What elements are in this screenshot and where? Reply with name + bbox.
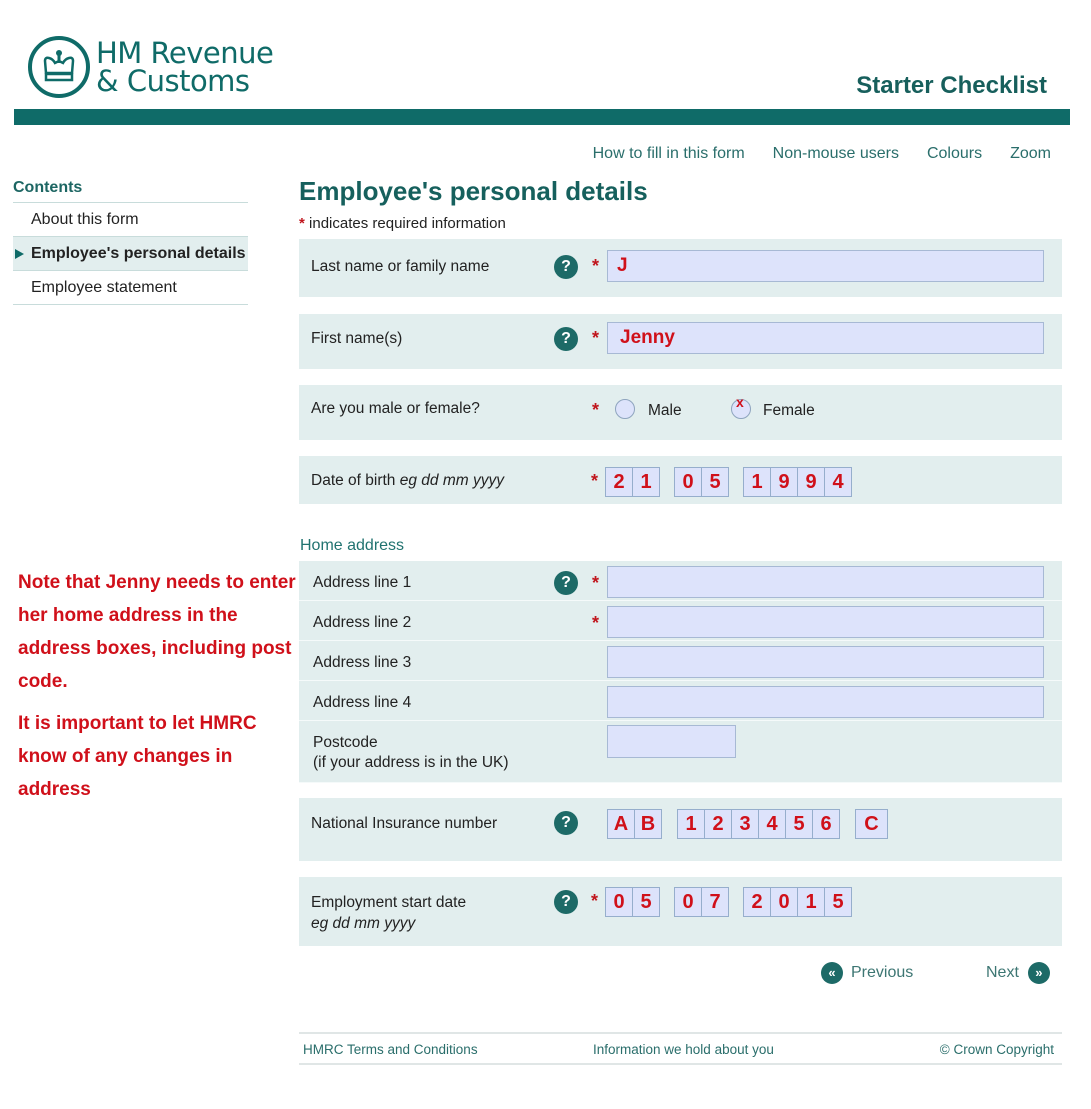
ni-number-label: National Insurance number	[311, 815, 498, 832]
ni-prefix-2[interactable]: B	[634, 809, 662, 839]
start-date-row	[299, 877, 1062, 946]
female-label: Female	[763, 402, 815, 419]
double-chevron-right-icon: »	[1028, 962, 1050, 984]
address-line-3-input[interactable]	[607, 646, 1044, 678]
dob-label	[311, 472, 504, 490]
start-year-1[interactable]: 2	[743, 887, 771, 917]
first-name-label: First name(s)	[311, 330, 403, 347]
start-year-3[interactable]: 1	[797, 887, 825, 917]
last-name-input[interactable]: J	[607, 250, 1044, 282]
dob-year-3[interactable]: 9	[797, 467, 825, 497]
address-line-4-label: Address line 4	[313, 694, 412, 711]
postcode-row	[299, 721, 1062, 783]
address-line-1-input[interactable]	[607, 566, 1044, 598]
address-line-3-row	[299, 641, 1062, 681]
required-star: *	[299, 215, 305, 232]
logo-line-1: HM Revenue	[96, 36, 274, 70]
double-chevron-left-icon: «	[821, 962, 843, 984]
dob-year-1[interactable]: 1	[743, 467, 771, 497]
required-star: *	[592, 328, 600, 348]
dob-input	[605, 467, 851, 497]
start-date-label-text: Employment start date	[311, 894, 467, 911]
address-line-2-row	[299, 601, 1062, 641]
start-day-2[interactable]: 5	[632, 887, 660, 917]
address-line-3-label: Address line 3	[313, 654, 412, 671]
logo-line-2: & Customs	[96, 64, 250, 98]
last-name-label: Last name or family name	[311, 258, 490, 275]
annotation-para-2: It is important to let HMRC know of any changes in address	[18, 713, 257, 800]
main-form-header	[299, 176, 1062, 232]
help-icon[interactable]: ?	[554, 571, 578, 595]
sidebar-item-personal-details[interactable]: Employee's personal details	[13, 237, 248, 271]
app-title: Starter Checklist	[856, 72, 1047, 99]
dob-row	[299, 456, 1062, 504]
ni-digit-4[interactable]: 4	[758, 809, 786, 839]
start-date-hint: eg dd mm yyyy	[311, 915, 416, 932]
address-line-4-input[interactable]	[607, 686, 1044, 718]
address-line-2-label: Address line 2	[313, 614, 412, 631]
top-nav	[593, 145, 1051, 163]
dob-year-4[interactable]: 4	[824, 467, 852, 497]
crown-copyright-link[interactable]: © Crown Copyright	[939, 1042, 1054, 1057]
zoom-link[interactable]: Zoom	[1010, 145, 1051, 162]
home-address-heading: Home address	[300, 537, 405, 554]
required-star: *	[591, 891, 599, 911]
previous-label: Previous	[851, 964, 914, 981]
start-date-input	[605, 887, 851, 917]
first-name-input[interactable]: Jenny	[607, 322, 1044, 354]
postcode-label-text: Postcode	[313, 734, 378, 751]
start-month-1[interactable]: 0	[674, 887, 702, 917]
last-name-row	[299, 239, 1062, 297]
terms-link[interactable]: HMRC Terms and Conditions	[303, 1042, 478, 1057]
address-line-1-label: Address line 1	[313, 574, 412, 591]
start-date-label	[311, 892, 466, 934]
info-we-hold-link[interactable]: Information we hold about you	[593, 1042, 774, 1057]
logo-wordmark	[96, 36, 274, 98]
required-note	[299, 215, 1062, 232]
male-radio[interactable]	[615, 399, 635, 419]
help-icon[interactable]: ?	[554, 890, 578, 914]
contents-sidebar	[13, 179, 248, 305]
annotation-para-1: Note that Jenny needs to enter her home address in the address boxes, including post code.	[18, 572, 296, 692]
start-day-1[interactable]: 0	[605, 887, 633, 917]
help-icon[interactable]: ?	[554, 811, 578, 835]
address-line-4-row	[299, 681, 1062, 721]
annotation-note	[18, 566, 298, 806]
colours-link[interactable]: Colours	[926, 145, 983, 162]
non-mouse-users-link[interactable]: Non-mouse users	[772, 145, 899, 162]
address-line-1-row	[299, 561, 1062, 601]
contents-heading: Contents	[13, 179, 248, 203]
help-icon[interactable]: ?	[554, 327, 578, 351]
ni-number-input	[607, 809, 887, 839]
ni-digit-2[interactable]: 2	[704, 809, 732, 839]
ni-suffix[interactable]: C	[855, 809, 888, 839]
crown-crest-icon	[28, 36, 90, 98]
dob-day-2[interactable]: 1	[632, 467, 660, 497]
required-star: *	[591, 471, 599, 491]
required-note-text: indicates required information	[309, 215, 506, 232]
sidebar-item-about[interactable]: About this form	[13, 203, 248, 237]
first-name-row	[299, 314, 1062, 369]
ni-prefix-1[interactable]: A	[607, 809, 635, 839]
postcode-input[interactable]	[607, 725, 736, 758]
next-label: Next	[986, 964, 1019, 981]
dob-day-1[interactable]: 2	[605, 467, 633, 497]
male-label: Male	[648, 402, 682, 419]
help-icon[interactable]: ?	[554, 255, 578, 279]
gender-row	[299, 385, 1062, 440]
ni-digit-5[interactable]: 5	[785, 809, 813, 839]
required-star: *	[592, 400, 600, 420]
start-year-2[interactable]: 0	[770, 887, 798, 917]
dob-year-2[interactable]: 9	[770, 467, 798, 497]
dob-label-text: Date of birth	[311, 472, 396, 489]
brand-bar	[14, 109, 1070, 125]
required-star: *	[592, 573, 600, 593]
gender-label: Are you male or female?	[311, 400, 480, 417]
postcode-sublabel: (if your address is in the UK)	[313, 754, 509, 771]
dob-month-1[interactable]: 0	[674, 467, 702, 497]
female-radio[interactable]	[731, 394, 751, 419]
ni-digit-1[interactable]: 1	[677, 809, 705, 839]
footer	[299, 1032, 1062, 1065]
postcode-label	[313, 733, 509, 773]
sidebar-item-employee-statement[interactable]: Employee statement	[13, 271, 248, 305]
hmrc-logo	[28, 36, 273, 98]
address-line-2-input[interactable]	[607, 606, 1044, 638]
page-title: Employee's personal details	[299, 176, 648, 206]
ni-digit-6[interactable]: 6	[812, 809, 840, 839]
required-star: *	[592, 256, 600, 276]
ni-digit-3[interactable]: 3	[731, 809, 759, 839]
dob-month-2[interactable]: 5	[701, 467, 729, 497]
how-to-fill-link[interactable]: How to fill in this form	[592, 145, 745, 162]
required-star: *	[592, 613, 600, 633]
next-button[interactable]	[986, 962, 1050, 984]
dob-hint: eg dd mm yyyy	[399, 472, 504, 489]
previous-button[interactable]	[821, 962, 913, 984]
ni-number-row	[299, 798, 1062, 861]
start-month-2[interactable]: 7	[701, 887, 729, 917]
selected-x-mark: x	[736, 394, 744, 410]
start-year-4[interactable]: 5	[824, 887, 852, 917]
